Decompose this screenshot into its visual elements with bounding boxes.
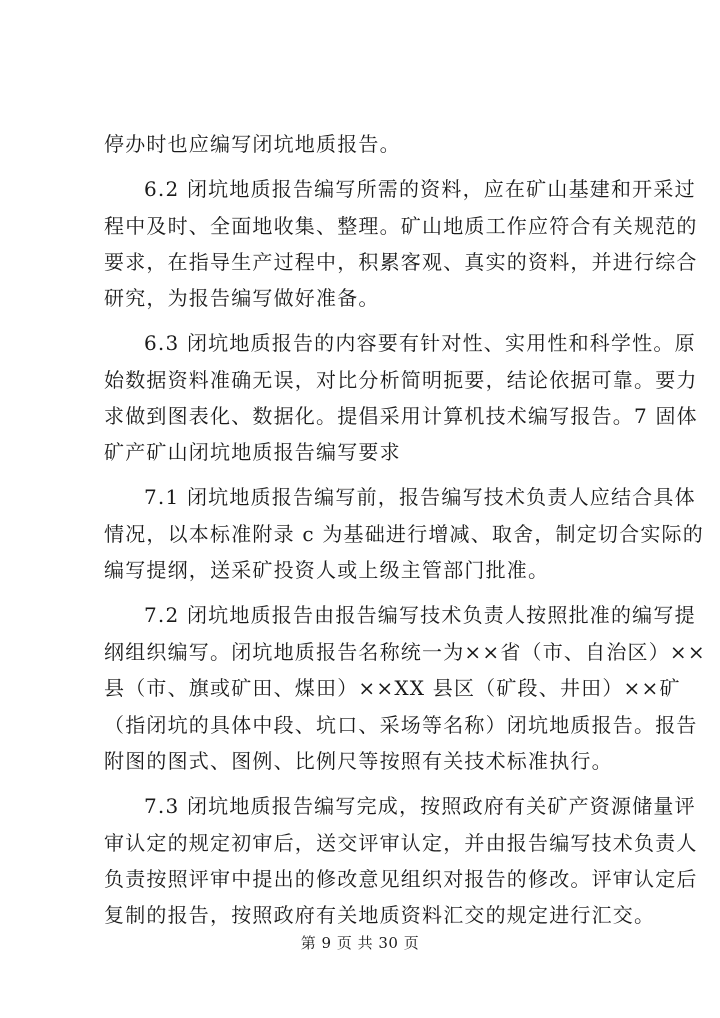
paragraph-line: 编写提纲，送采矿投资人或上级主管部门批准。	[104, 558, 550, 582]
paragraph-line: 求做到图表化、数据化。提倡采用计算机技术编写报告。7 固体	[104, 404, 698, 428]
paragraph-line: 要求，在指导生产过程中，积累客观、真实的资料，并进行综合	[104, 250, 698, 274]
page-footer: 第 9 页 共 30 页	[300, 934, 420, 952]
paragraph-line: 县（市、旗或矿田、煤田）××XX 县区（矿段、井田）××矿	[104, 676, 681, 700]
paragraph-line: 情况，以本标准附录 c 为基础进行增减、取舍，制定切合实际的	[104, 522, 704, 546]
paragraph-line: （指闭坑的具体中段、坑口、采场等名称）闭坑地质报告。报告	[104, 713, 698, 737]
paragraph-line: 程中及时、全面地收集、整理。矿山地质工作应符合有关规范的	[104, 214, 698, 238]
paragraph-line: 始数据资料准确无误，对比分析简明扼要，结论依据可靠。要力	[104, 368, 698, 392]
paragraph-line: 研究，为报告编写做好准备。	[104, 286, 380, 310]
paragraph-line: 6.2 闭坑地质报告编写所需的资料，应在矿山基建和开采过	[144, 177, 696, 201]
paragraph-line: 负责按照评审中提出的修改意见组织对报告的修改。评审认定后	[104, 867, 698, 891]
paragraph-line: 6.3 闭坑地质报告的内容要有针对性、实用性和科学性。原	[144, 331, 696, 355]
paragraph-line: 审认定的规定初审后，送交评审认定，并由报告编写技术负责人	[104, 831, 698, 855]
paragraph-line: 复制的报告，按照政府有关地质资料汇交的规定进行汇交。	[104, 903, 656, 927]
paragraph-line: 停办时也应编写闭坑地质报告。	[104, 132, 401, 156]
paragraph-line: 附图的图式、图例、比例尺等按照有关技术标准执行。	[104, 749, 613, 773]
paragraph-line: 7.3 闭坑地质报告编写完成，按照政府有关矿产资源储量评	[144, 794, 696, 818]
paragraph-line: 矿产矿山闭坑地质报告编写要求	[104, 440, 401, 464]
paragraph-line: 7.2 闭坑地质报告由报告编写技术负责人按照批准的编写提	[144, 603, 696, 627]
paragraph-line: 7.1 闭坑地质报告编写前，报告编写技术负责人应结合具体	[144, 485, 696, 509]
paragraph-line: 纲组织编写。闭坑地质报告名称统一为××省（市、自治区）××	[104, 640, 706, 664]
